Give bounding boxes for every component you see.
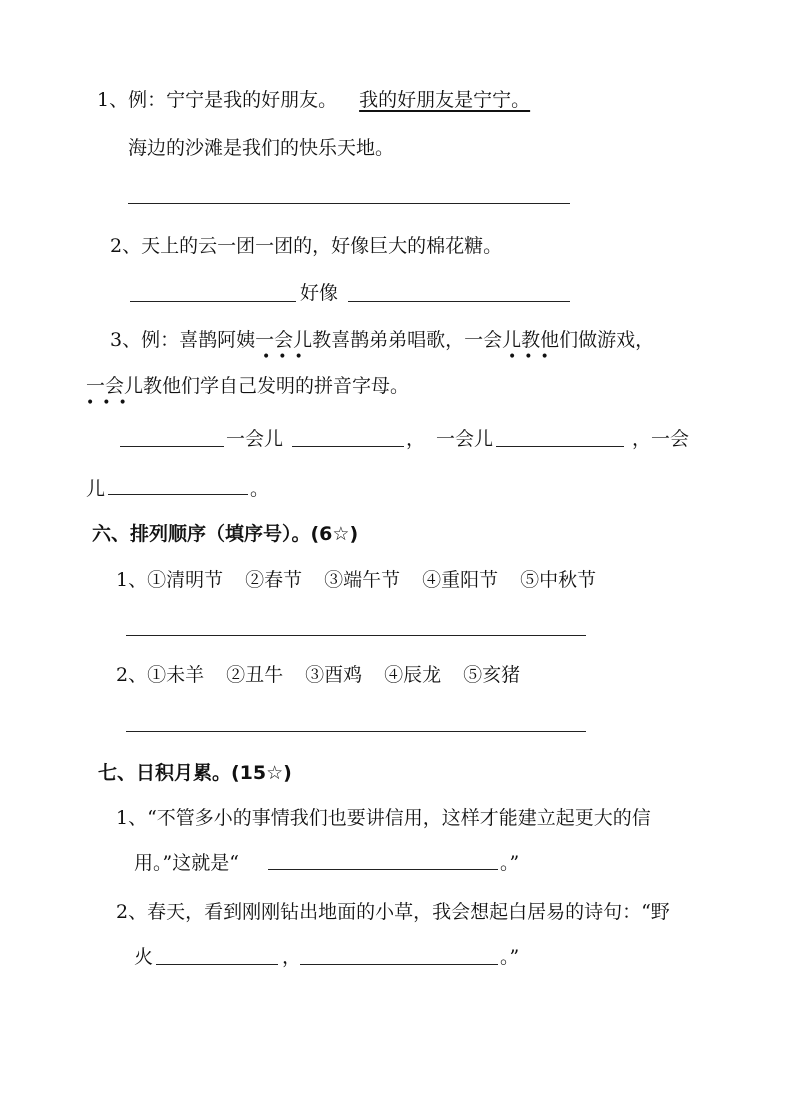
q7-1-line1: 1、“不管多小的事情我们也要讲信用，这样才能建立起更大的信	[116, 807, 651, 829]
q5-1-number: 1、	[97, 89, 129, 111]
q7-2-answer-blank-1[interactable]	[156, 964, 278, 965]
q6-2-item: ②丑牛	[226, 664, 284, 686]
q7-2-answer-blank-2[interactable]	[300, 964, 498, 965]
q7-1-line2-end: 。”	[500, 852, 520, 874]
q6-1-item: ②春节	[245, 569, 303, 591]
q6-1-item: ③端午节	[324, 569, 401, 591]
q7-1-answer-blank[interactable]	[268, 869, 498, 870]
q5-1-example-answer: 我的好朋友是宁宁。	[359, 89, 531, 111]
q5-3-blank-1[interactable]	[120, 446, 224, 447]
q5-3-tail-end-char: 儿	[86, 478, 106, 500]
q5-1-prompt: 海边的沙滩是我们的快乐天地。	[128, 137, 395, 159]
q5-3-blank-2[interactable]	[292, 446, 404, 447]
q6-2-item: ⑤亥猪	[463, 664, 521, 686]
q5-3-line1: 3、例：喜鹊阿姨一会儿教喜鹊弟弟唱歌，一会儿教他们做游戏，	[110, 329, 655, 351]
emphasis-dots: •••	[262, 349, 311, 365]
q5-3-period: 。	[250, 478, 270, 500]
q5-1-answer-line[interactable]	[128, 203, 570, 204]
q6-2-number: 2、	[116, 664, 148, 686]
q6-1-item: ⑤中秋节	[520, 569, 597, 591]
q5-2-answer-line-right[interactable]	[348, 301, 570, 302]
section-7-title: 七、日积月累。(15☆)	[98, 762, 292, 784]
q6-1-number: 1、	[116, 569, 148, 591]
q5-3-word-1: 一会儿	[226, 428, 284, 450]
q6-1-item: ①清明节	[147, 569, 224, 591]
q5-3-word-2: 一会儿	[436, 428, 494, 450]
q6-2-item: ①未羊	[147, 664, 205, 686]
q5-3-comma-1: ，	[406, 428, 426, 450]
q5-1-example	[97, 88, 530, 112]
q5-3-blank-4[interactable]	[108, 494, 248, 495]
emphasis-dots: •••	[86, 395, 135, 411]
q7-1-line2-start: 用。”这就是“	[134, 852, 239, 874]
q7-2-line2-start: 火	[134, 946, 154, 968]
emphasis-dots: •••	[508, 349, 557, 365]
q6-1-items	[116, 568, 596, 592]
q7-2-comma: ，	[282, 946, 302, 968]
q6-1-item: ④重阳节	[422, 569, 499, 591]
q6-2-item: ③酉鸡	[305, 664, 363, 686]
section-6-title: 六、排列顺序（填序号）。(6☆)	[92, 523, 359, 545]
q7-2-line1: 2、春天，看到刚刚钻出地面的小草，我会想起白居易的诗句：“野	[116, 901, 670, 923]
q5-3-tail-start: ，一会	[632, 428, 690, 450]
q5-2-text: 2、天上的云一团一团的，好像巨大的棉花糖。	[110, 235, 503, 257]
q5-3-line2: 一会儿教他们学自己发明的拼音字母。	[86, 375, 410, 397]
q5-1-example-label: 例：宁宁是我的好朋友。	[128, 89, 338, 111]
q5-2-middle-word: 好像	[300, 282, 339, 304]
q6-2-item: ④辰龙	[384, 664, 442, 686]
q5-2-answer-line-left[interactable]	[130, 301, 296, 302]
q6-2-answer-line[interactable]	[126, 731, 586, 732]
q6-2-items	[116, 663, 520, 687]
q5-3-blank-3[interactable]	[496, 446, 624, 447]
q7-2-line2-end: 。”	[500, 946, 520, 968]
q6-1-answer-line[interactable]	[126, 635, 586, 636]
